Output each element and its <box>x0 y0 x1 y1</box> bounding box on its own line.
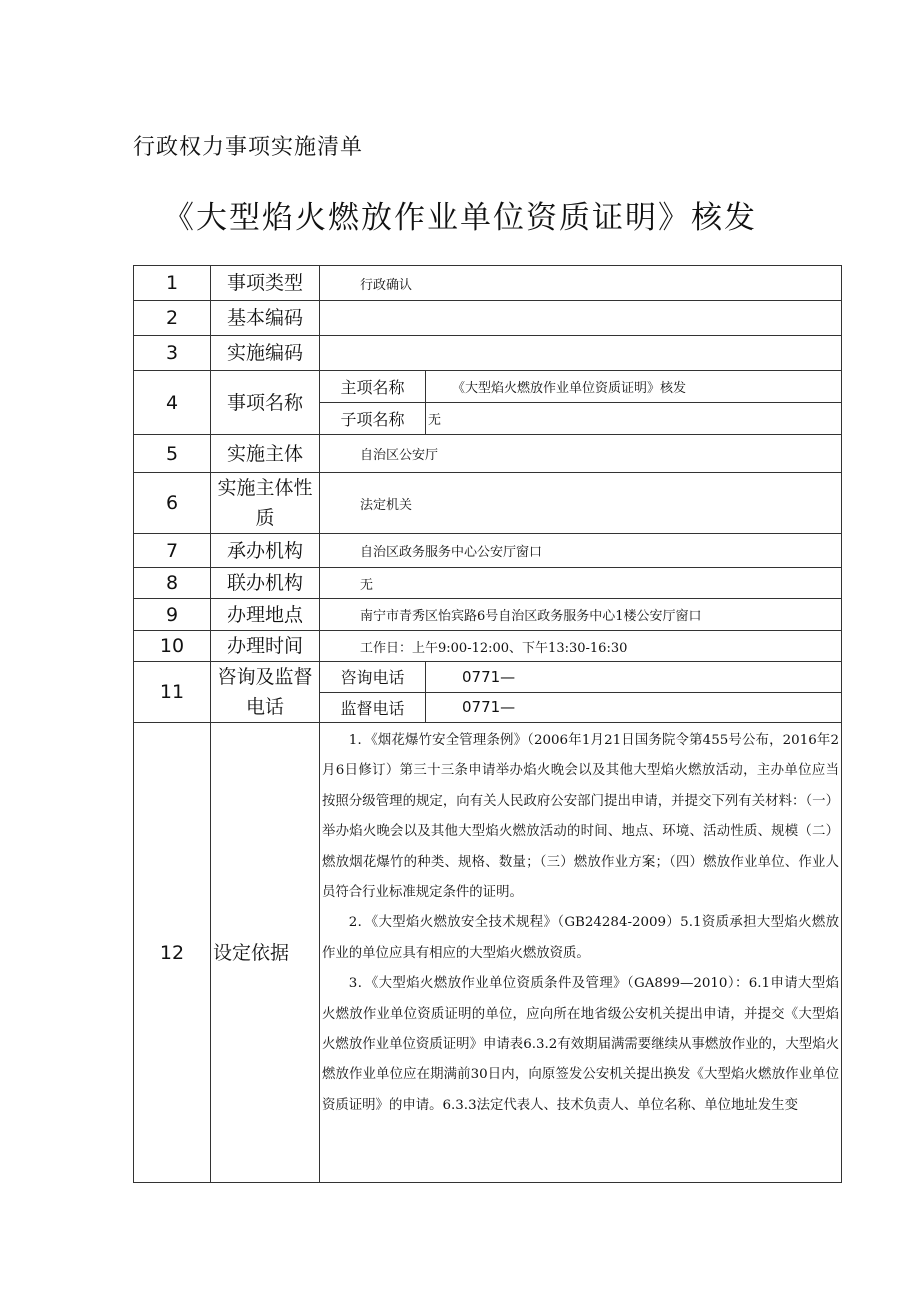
legal-basis <box>320 723 842 1183</box>
table-row <box>134 336 842 371</box>
table-row <box>134 266 842 301</box>
table-row <box>134 435 842 473</box>
row-number: 9 <box>134 599 211 631</box>
row-number: 11 <box>134 662 211 723</box>
row-number: 4 <box>134 371 211 435</box>
row-label: 实施编码 <box>211 336 320 371</box>
supervise-phone-value: 0771— <box>426 692 842 723</box>
table-row <box>134 473 842 534</box>
table-row <box>134 599 842 631</box>
row-label: 办理地点 <box>211 599 320 631</box>
row-number: 5 <box>134 435 211 473</box>
item-type-value: 行政确认 <box>320 266 842 301</box>
row-label: 承办机构 <box>211 534 320 568</box>
row-number: 1 <box>134 266 211 301</box>
basis-paragraph: 2．《大型焰火燃放安全技术规程》（GB24284-2009）5.1资质承担大型焰火燃放作业的单位应具有相应的大型焰火燃放资质。 <box>322 915 840 961</box>
subject-nature-value: 法定机关 <box>320 473 842 534</box>
row-label: 实施主体 <box>211 435 320 473</box>
sub-item-value: 无 <box>426 403 842 435</box>
document-heading: 行政权力事项实施清单 <box>133 135 364 160</box>
consult-phone-value: 0771— <box>426 662 842 693</box>
impl-code-value <box>320 336 842 371</box>
row-label: 事项类型 <box>211 266 320 301</box>
table-row <box>134 568 842 599</box>
row-label: 办理时间 <box>211 631 320 662</box>
handling-org-value: 自治区政务服务中心公安厅窗口 <box>320 534 842 568</box>
row-label: 联办机构 <box>211 568 320 599</box>
table-row <box>134 301 842 336</box>
table-row <box>134 662 842 693</box>
row-label: 事项名称 <box>211 371 320 435</box>
consult-phone-label: 咨询电话 <box>320 662 426 693</box>
row-number: 10 <box>134 631 211 662</box>
row-number: 12 <box>134 723 211 1183</box>
supervise-phone-label: 监督电话 <box>320 692 426 723</box>
table-row <box>134 534 842 568</box>
row-label: 设定依据 <box>211 723 320 1183</box>
row-number: 8 <box>134 568 211 599</box>
hours-value: 工作日：上午9:00-12:00、下午13:30-16:30 <box>320 631 842 662</box>
row-number: 2 <box>134 301 211 336</box>
table-row <box>134 371 842 403</box>
location-value: 南宁市青秀区怡宾路6号自治区政务服务中心1楼公安厅窗口 <box>320 599 842 631</box>
table-row <box>134 631 842 662</box>
main-item-value: 《大型焰火燃放作业单位资质证明》核发 <box>426 371 842 403</box>
impl-subject-value: 自治区公安厅 <box>320 435 842 473</box>
row-label: 实施主体性质 <box>211 473 320 534</box>
row-number: 7 <box>134 534 211 568</box>
joint-org-value: 无 <box>320 568 842 599</box>
row-number: 6 <box>134 473 211 534</box>
row-label: 基本编码 <box>211 301 320 336</box>
basis-paragraph: 1．《烟花爆竹安全管理条例》（2006年1月21日国务院令第455号公布，2016年2月6日修订）第三十三条申请举办焰火晚会以及其他大型焰火燃放活动，主办单位应当按照分级管理的规定，向有关人民政府公安部门提出申请，并提交下列有关材料：（一）举办焰火晚会以及其他大型焰火燃放活动的时间、地点、环境、活动性质、规模（二）燃放烟花爆竹的种类、规格、数量；（三）燃放作业方案；（四）燃放作业单位、作业人员符合行业标准规定条件的证明。 <box>322 733 840 901</box>
document-title: 《大型焰火燃放作业单位资质证明》核发 <box>163 200 757 236</box>
main-item-label: 主项名称 <box>320 371 426 403</box>
table-row <box>134 723 842 1183</box>
basic-code-value <box>320 301 842 336</box>
item-table <box>133 265 842 1183</box>
row-label: 咨询及监督电话 <box>211 662 320 723</box>
sub-item-label: 子项名称 <box>320 403 426 435</box>
row-number: 3 <box>134 336 211 371</box>
basis-paragraph: 3．《大型焰火燃放作业单位资质条件及管理》（GA899—2010）：6.1申请大型焰火燃放作业单位资质证明的单位，应向所在地省级公安机关提出申请，并提交《大型焰火燃放作业单位资质证明》申请表6.3.2有效期届满需要继续从事燃放作业的，大型焰火燃放作业单位应在期满前30日内，向原签发公安机关提出换发《大型焰火燃放作业单位资质证明》的申请。6.3.3法定代表人、技术负责人、单位名称、单位地址发生变 <box>322 976 840 1113</box>
